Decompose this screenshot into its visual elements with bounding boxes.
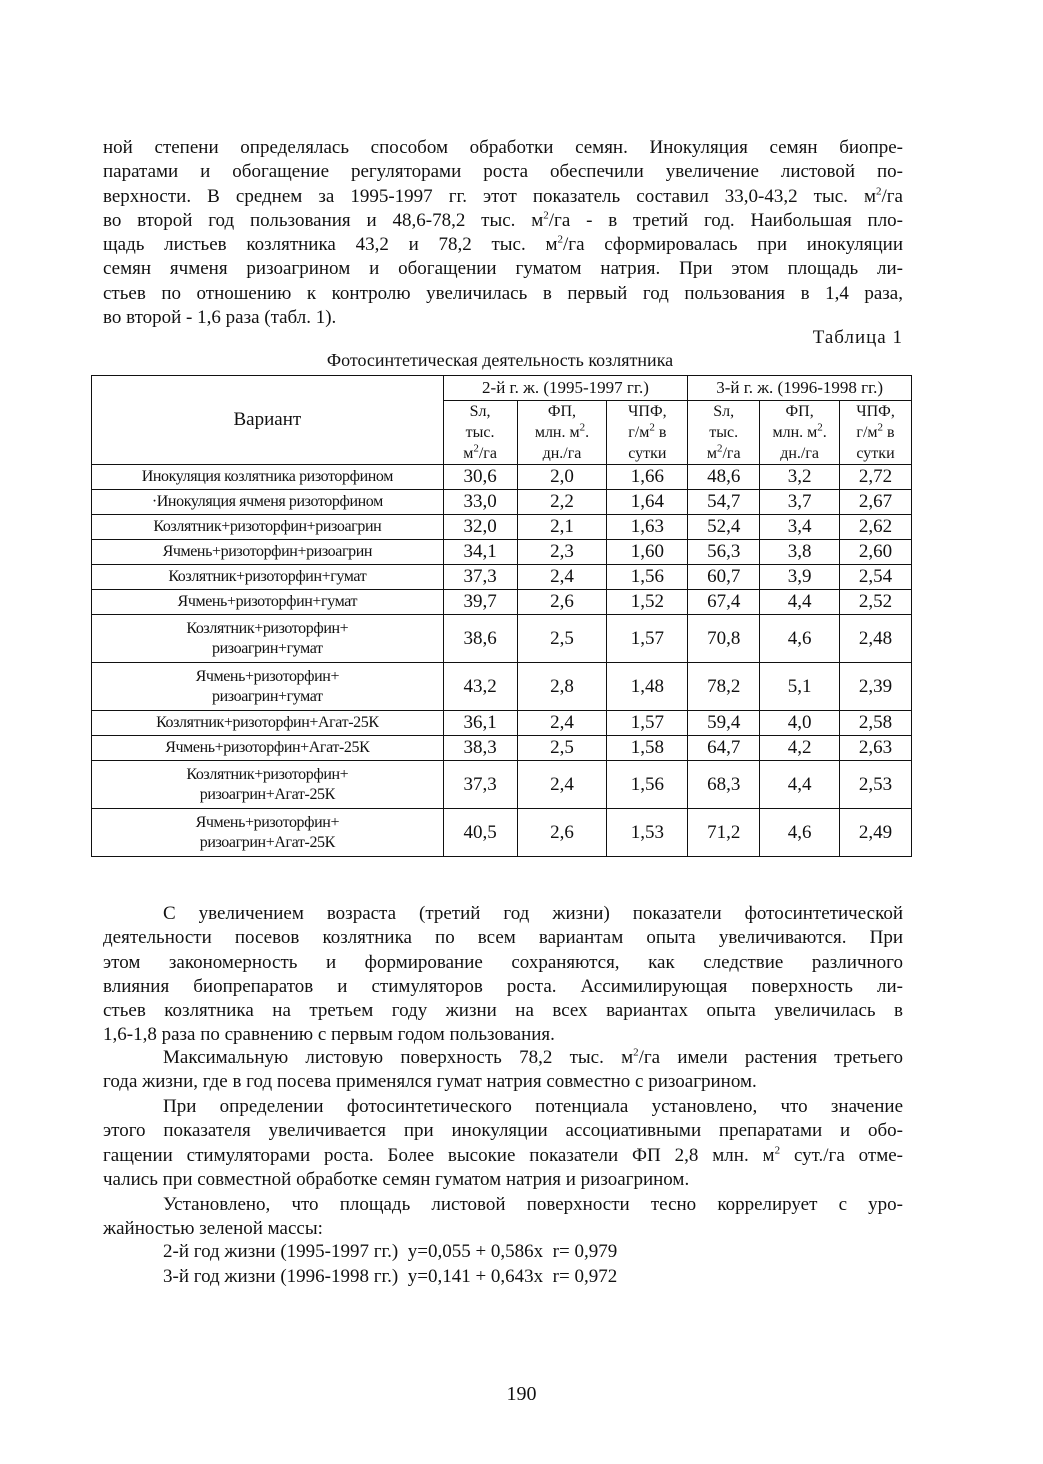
variant-cell <box>92 761 444 809</box>
variant-line: Козлятник+ризоторфин+ризоагрин <box>153 518 382 535</box>
value-cell: 78,2 <box>688 663 760 711</box>
text-line: 1,6-1,8 раза по сравнению с первым годом пользования. <box>103 1024 555 1046</box>
value-cell: 2,63 <box>840 736 912 761</box>
sub-header-line: млн. $м^2$. <box>772 421 827 441</box>
value-cell: 64,7 <box>688 736 760 761</box>
table-row <box>92 465 912 490</box>
value-cell: 38,3 <box>443 736 517 761</box>
value-cell: 2,48 <box>840 615 912 663</box>
value-cell: 33,0 <box>443 490 517 515</box>
value-cell: 1,57 <box>607 711 688 736</box>
table-row <box>92 540 912 565</box>
text-line: паратами и обогащение регуляторами роста обеспечили увеличение листовой по- <box>103 161 903 183</box>
value-cell: 2,62 <box>840 515 912 540</box>
variant-line: Ячмень+ризоторфин+ризоагрин <box>162 543 373 560</box>
sub-header-line: $м^2/га$ <box>706 442 741 462</box>
value-cell: 3,7 <box>760 490 840 515</box>
variant-line: Ячмень+ризоторфин+ <box>195 813 340 831</box>
value-cell: 2,54 <box>840 565 912 590</box>
table-caption: Таблица 1 <box>812 327 903 348</box>
value-cell: 39,7 <box>443 590 517 615</box>
value-cell: 2,6 <box>517 590 607 615</box>
sub-header-line: тыс. <box>465 424 495 441</box>
text-line: щадь листьев козлятника 43,2 и 78,2 тыс. $м^2/га$ сформировалась при инокуляции <box>103 233 903 256</box>
value-cell: 3,9 <box>760 565 840 590</box>
table-row <box>92 515 912 540</box>
value-cell: 2,5 <box>517 615 607 663</box>
variant-line: ризоагрин+гумат <box>212 639 323 657</box>
text-line: стьев по отношению к контролю увеличилась в первый год пользования в 1,4 раза, <box>103 282 903 304</box>
text-line: чались при совместной обработке семян гуматом натрия и ризоагрином. <box>103 1168 690 1190</box>
sub-header-line: млн. $м^2$. <box>534 421 590 441</box>
table-row <box>92 565 912 590</box>
text-line: семян ячменя ризоагрином и обогащении гуматом натрия. При этом площадь ли- <box>103 258 903 280</box>
value-cell: 67,4 <box>688 590 760 615</box>
variant-line: Козлятник+ризоторфин+Агат-25К <box>156 714 379 731</box>
value-cell: 4,4 <box>760 590 840 615</box>
value-cell: 34,1 <box>443 540 517 565</box>
variant-line: ризоагрин+Агат-25К <box>199 785 335 803</box>
text-line: во второй - 1,6 раза (табл. 1). <box>103 307 337 329</box>
table-row <box>92 809 912 857</box>
value-cell: 56,3 <box>688 540 760 565</box>
value-cell: 1,64 <box>607 490 688 515</box>
sub-header-line: дн./га <box>780 445 819 462</box>
sub-header-line: ЧПФ, <box>856 403 895 420</box>
text-line: этого показателя увеличивается при инокуляции ассоциативными препаратами и обо- <box>103 1120 903 1142</box>
value-cell: 60,7 <box>688 565 760 590</box>
value-cell: 68,3 <box>688 761 760 809</box>
sub-header-line: ФП, <box>785 403 814 420</box>
value-cell: 2,3 <box>517 540 607 565</box>
value-cell: 2,53 <box>840 761 912 809</box>
sub-header-line: Sл, <box>713 403 735 420</box>
value-cell: 1,58 <box>607 736 688 761</box>
variant-line: ризоагрин+гумат <box>212 687 323 705</box>
intro-paragraph <box>103 136 903 330</box>
sub-header-line: ЧПФ, <box>628 403 667 420</box>
value-cell: 1,66 <box>607 465 688 490</box>
value-cell: 3,2 <box>760 465 840 490</box>
value-cell: 4,2 <box>760 736 840 761</box>
value-cell: 2,2 <box>517 490 607 515</box>
value-cell: 2,8 <box>517 663 607 711</box>
photosynthesis-table <box>91 375 912 857</box>
sub-header-line: дн./га <box>542 445 582 462</box>
text-line: Максимальную листовую поверхность 78,2 тыс. $м^2/га$ имели растения третьего <box>163 1046 903 1068</box>
value-cell: 1,56 <box>607 761 688 809</box>
value-cell: 2,4 <box>517 761 607 809</box>
text-line: При определении фотосинтетического потенциала установлено, что значение <box>163 1096 903 1117</box>
value-cell: 59,4 <box>688 711 760 736</box>
value-cell: 36,1 <box>443 711 517 736</box>
variant-line: Козлятник+ризоторфин+ <box>186 619 349 637</box>
variant-line: Инокуляция козлятника ризоторфином <box>141 468 393 485</box>
text-line: стьев козлятника на третьем году жизни на всех вариантах опыта увеличилась в <box>103 1000 903 1022</box>
text-line: Установлено, что площадь листовой поверхности тесно коррелирует с уро- <box>163 1194 903 1215</box>
table-row <box>92 590 912 615</box>
value-cell: 40,5 <box>443 809 517 857</box>
value-cell: 2,39 <box>840 663 912 711</box>
value-cell: 2,4 <box>517 565 607 590</box>
sub-header-line: $м^2/га$ <box>463 442 497 462</box>
value-cell: 1,57 <box>607 615 688 663</box>
table-title: Фотосинтетическая деятельность козлятника <box>326 350 674 370</box>
value-cell: 32,0 <box>443 515 517 540</box>
variant-line: Ячмень+ризоторфин+ <box>195 667 340 685</box>
table-row <box>92 490 912 515</box>
value-cell: 54,7 <box>688 490 760 515</box>
max-leaf-paragraph <box>103 1046 903 1095</box>
value-cell: 4,0 <box>760 711 840 736</box>
table-row <box>92 761 912 809</box>
value-cell: 37,3 <box>443 761 517 809</box>
value-cell: 30,6 <box>443 465 517 490</box>
value-cell: 5,1 <box>760 663 840 711</box>
text-line: во второй год пользования и 48,6-78,2 тыс. $м^2/га$ - в третий год. Наибольшая пло- <box>103 209 903 231</box>
value-cell: 2,60 <box>840 540 912 565</box>
variant-cell <box>92 465 444 490</box>
value-cell: 2,49 <box>840 809 912 857</box>
correlation-paragraph <box>103 1193 903 1242</box>
value-cell: 1,56 <box>607 565 688 590</box>
sub-header-line: сутки <box>856 445 895 462</box>
text-line: гащении стимуляторами роста. Более высокие показатели ФП 2,8 млн. $м^2$ сут./га отме- <box>103 1144 903 1166</box>
text-line: деятельности посевов козлятника по всем вариантам опыта увеличиваются. При <box>103 927 903 949</box>
text-line: этом закономерность и формирование сохраняются, как следствие различного <box>103 951 903 973</box>
value-cell: 43,2 <box>443 663 517 711</box>
value-cell: 2,67 <box>840 490 912 515</box>
variant-line: Ячмень+ризоторфин+гумат <box>177 593 358 610</box>
text-line: С увеличением возраста (третий год жизни) показатели фотосинтетической <box>163 903 903 924</box>
text-line: года жизни, где в год посева применялся гумат натрия совместно с ризоагрином. <box>103 1071 757 1093</box>
sub-header-line: $г/м^2$ в <box>856 421 895 441</box>
value-cell: 1,60 <box>607 540 688 565</box>
variant-cell <box>92 736 444 761</box>
sub-header-line: сутки <box>628 445 667 462</box>
sub-header-cell <box>607 401 688 465</box>
value-cell: 2,52 <box>840 590 912 615</box>
value-cell: 2,58 <box>840 711 912 736</box>
variant-cell <box>92 590 444 615</box>
table-body <box>92 465 912 857</box>
value-cell: 48,6 <box>688 465 760 490</box>
value-cell: 2,72 <box>840 465 912 490</box>
value-cell: 3,4 <box>760 515 840 540</box>
sub-header-line: ФП, <box>547 403 577 420</box>
sub-header-line: тыс. <box>709 424 739 441</box>
variant-line: ·Инокуляция ячменя ризоторфином <box>151 493 383 510</box>
variant-line: Ячмень+ризоторфин+Агат-25К <box>165 739 370 756</box>
potential-paragraph <box>103 1095 903 1192</box>
variant-cell <box>92 565 444 590</box>
value-cell: 1,52 <box>607 590 688 615</box>
page-number: 190 <box>506 1383 537 1405</box>
text-line: жайностью зеленой массы: <box>103 1218 323 1240</box>
value-cell: 1,63 <box>607 515 688 540</box>
text-line: верхности. В среднем за 1995-1997 гг. этот показатель составил 33,0-43,2 тыс. $м^2/га$ <box>103 185 903 207</box>
value-cell: 4,4 <box>760 761 840 809</box>
value-cell: 37,3 <box>443 565 517 590</box>
table-row <box>92 663 912 711</box>
sub-header-line: $г/м^2$ в <box>628 421 667 441</box>
equation-year3: 3-й год жизни (1996-1998 гг.) у=0,141 + 0,643х r= 0,972 <box>163 1266 618 1287</box>
sub-header-cell <box>688 401 760 465</box>
variant-cell <box>92 809 444 857</box>
sub-header-line: Sл, <box>469 403 491 420</box>
group-header-year2: 2-й г. ж. (1995-1997 гг.) <box>443 376 688 401</box>
sub-header-cell <box>517 401 607 465</box>
text-line: ной степени определялась способом обработки семян. Инокуляция семян биопре- <box>103 137 903 158</box>
value-cell: 2,5 <box>517 736 607 761</box>
value-cell: 2,6 <box>517 809 607 857</box>
sub-header-cell <box>760 401 840 465</box>
value-cell: 52,4 <box>688 515 760 540</box>
text-line: влияния биопрепаратов и стимуляторов роста. Ассимилирующая поверхность ли- <box>103 975 903 997</box>
sub-header-cell <box>840 401 912 465</box>
variant-header: Вариант <box>92 376 444 465</box>
variant-line: ризоагрин+Агат-25К <box>199 833 335 851</box>
variant-cell <box>92 711 444 736</box>
equation-year2: 2-й год жизни (1995-1997 гг.) у=0,055 + 0,586х r= 0,979 <box>163 1241 618 1262</box>
value-cell: 1,48 <box>607 663 688 711</box>
table-row <box>92 711 912 736</box>
sub-header-cell <box>443 401 517 465</box>
value-cell: 70,8 <box>688 615 760 663</box>
value-cell: 3,8 <box>760 540 840 565</box>
value-cell: 4,6 <box>760 809 840 857</box>
group-header-year3: 3-й г. ж. (1996-1998 гг.) <box>688 376 912 401</box>
value-cell: 2,1 <box>517 515 607 540</box>
variant-cell <box>92 540 444 565</box>
value-cell: 1,53 <box>607 809 688 857</box>
after-table-paragraph <box>103 902 903 1048</box>
value-cell: 38,6 <box>443 615 517 663</box>
variant-cell <box>92 615 444 663</box>
variant-line: Козлятник+ризоторфин+ <box>186 765 349 783</box>
table-row <box>92 736 912 761</box>
table-row <box>92 615 912 663</box>
variant-line: Козлятник+ризоторфин+гумат <box>168 568 367 585</box>
variant-cell <box>92 663 444 711</box>
value-cell: 2,0 <box>517 465 607 490</box>
variant-cell <box>92 490 444 515</box>
value-cell: 2,4 <box>517 711 607 736</box>
variant-cell <box>92 515 444 540</box>
value-cell: 71,2 <box>688 809 760 857</box>
value-cell: 4,6 <box>760 615 840 663</box>
